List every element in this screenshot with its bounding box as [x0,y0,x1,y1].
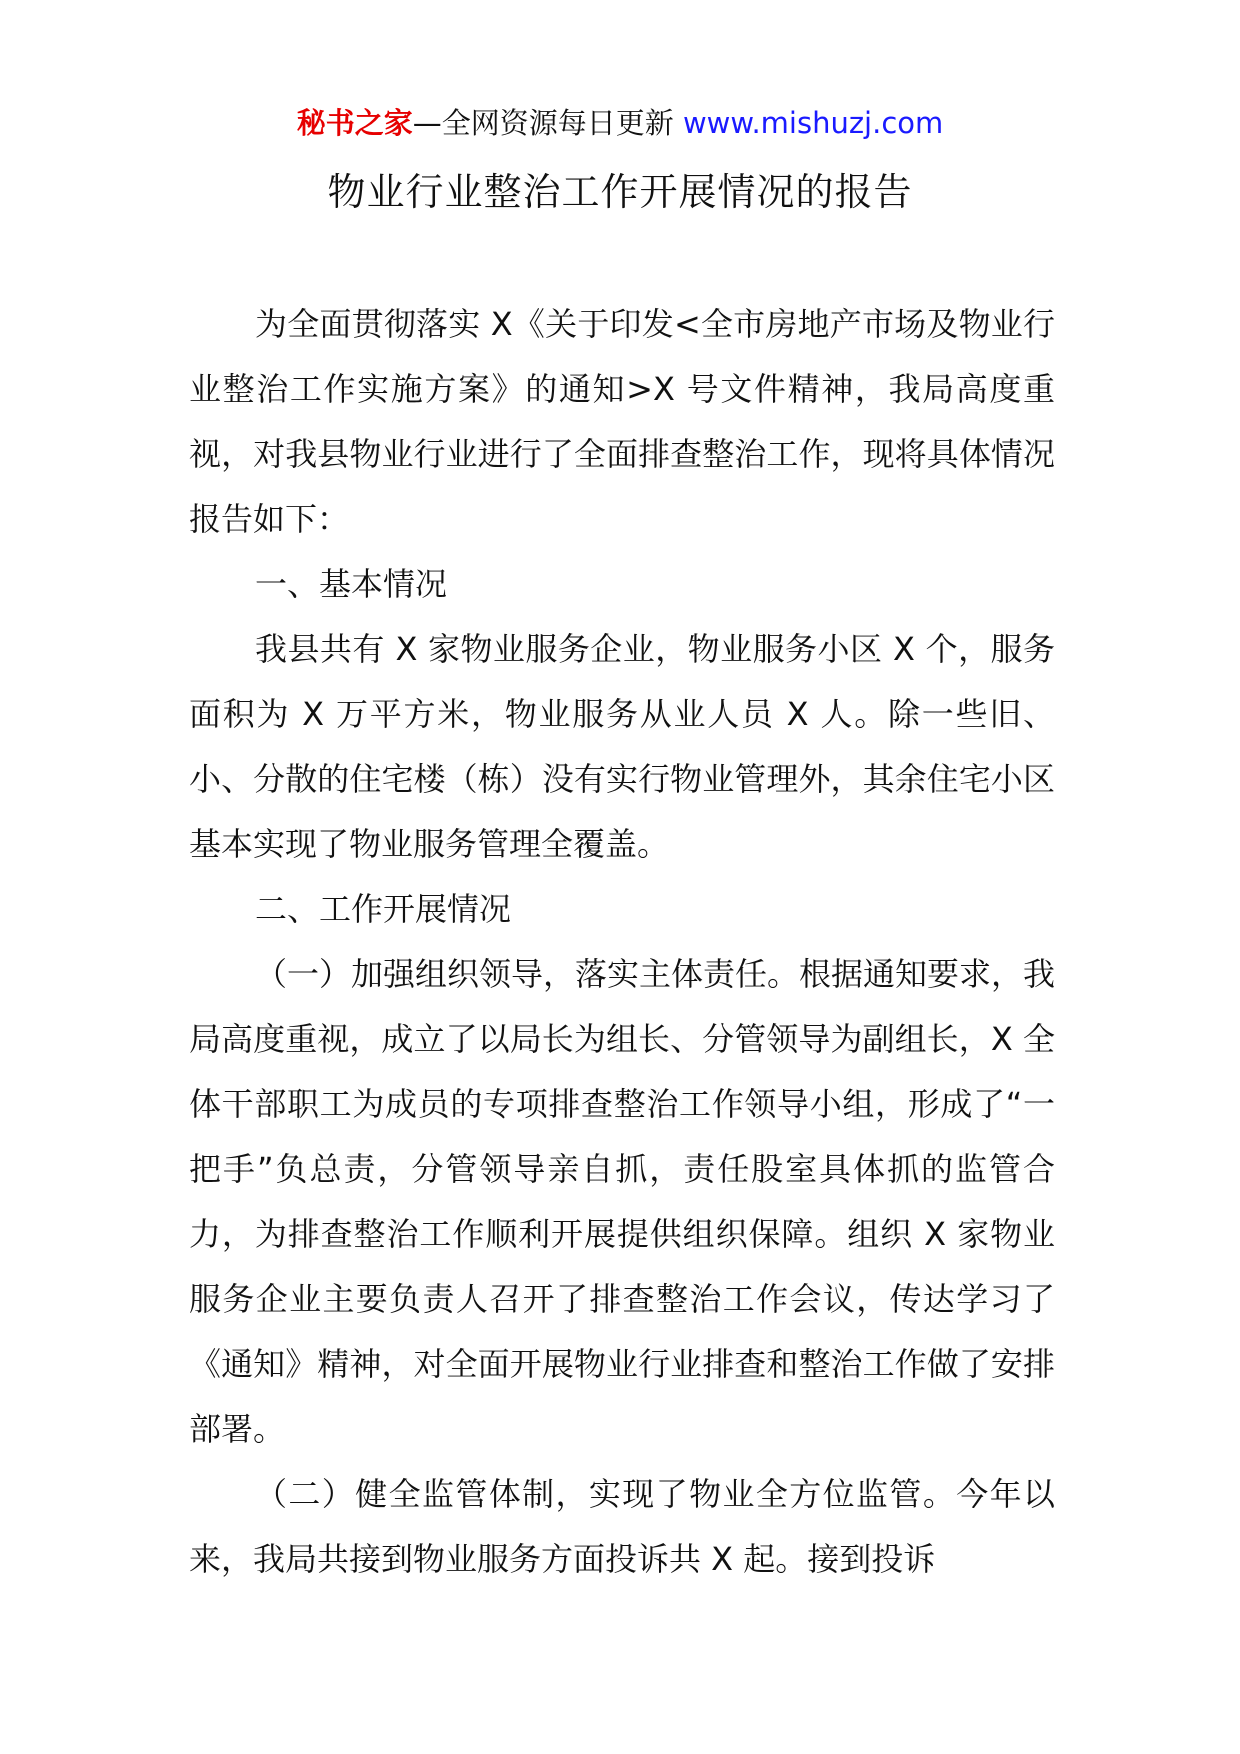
site-url-link[interactable]: www.mishuzj.com [682,106,944,140]
paragraph-basic-situation: 我县共有 X 家物业服务企业，物业服务小区 X 个，服务面积为 X 万平方米，物业服务从业人员 X 人。除一些旧、小、分散的住宅楼（栋）没有实行物业管理外，其余住宅小区基本实现了物业服务管理全覆盖。 [189,630,1055,863]
paragraph-intro: 为全面贯彻落实 X《关于印发<全市房地产市场及物业行业整治工作实施方案》的通知>X 号文件精神，我局高度重视，对我县物业行业进行了全面排查整治工作，现将具体情况报告如下： [189,305,1055,538]
paragraph-organization: （一）加强组织领导，落实主体责任。根据通知要求，我局高度重视，成立了以局长为组长、分管领导为副组长，X 全体干部职工为成员的专项排查整治工作领导小组，形成了“一把手”负总责，分管领导亲自抓，责任股室具体抓的监管合力，为排查整治工作顺利开展提供组织保障。组织 X 家物业服务企业主要负责人召开了排查整治工作会议，传达学习了《通知》精神，对全面开展物业行业排查和整治工作做了安排部署。 [189,955,1056,1448]
site-header [0,103,1240,143]
paragraph-supervision: （二）健全监管体制，实现了物业全方位监管。今年以来，我局共接到物业服务方面投诉共 X 起。接到投诉 [189,1475,1055,1578]
brand-name: 秘书之家 [296,106,413,140]
document-body [189,292,1055,1592]
document-title: 物业行业整治工作开展情况的报告 [327,170,913,214]
section-heading-basic: 一、基本情况 [255,565,448,603]
section-heading-work: 二、工作开展情况 [255,890,512,928]
header-tagline: —全网资源每日更新 [412,106,674,140]
